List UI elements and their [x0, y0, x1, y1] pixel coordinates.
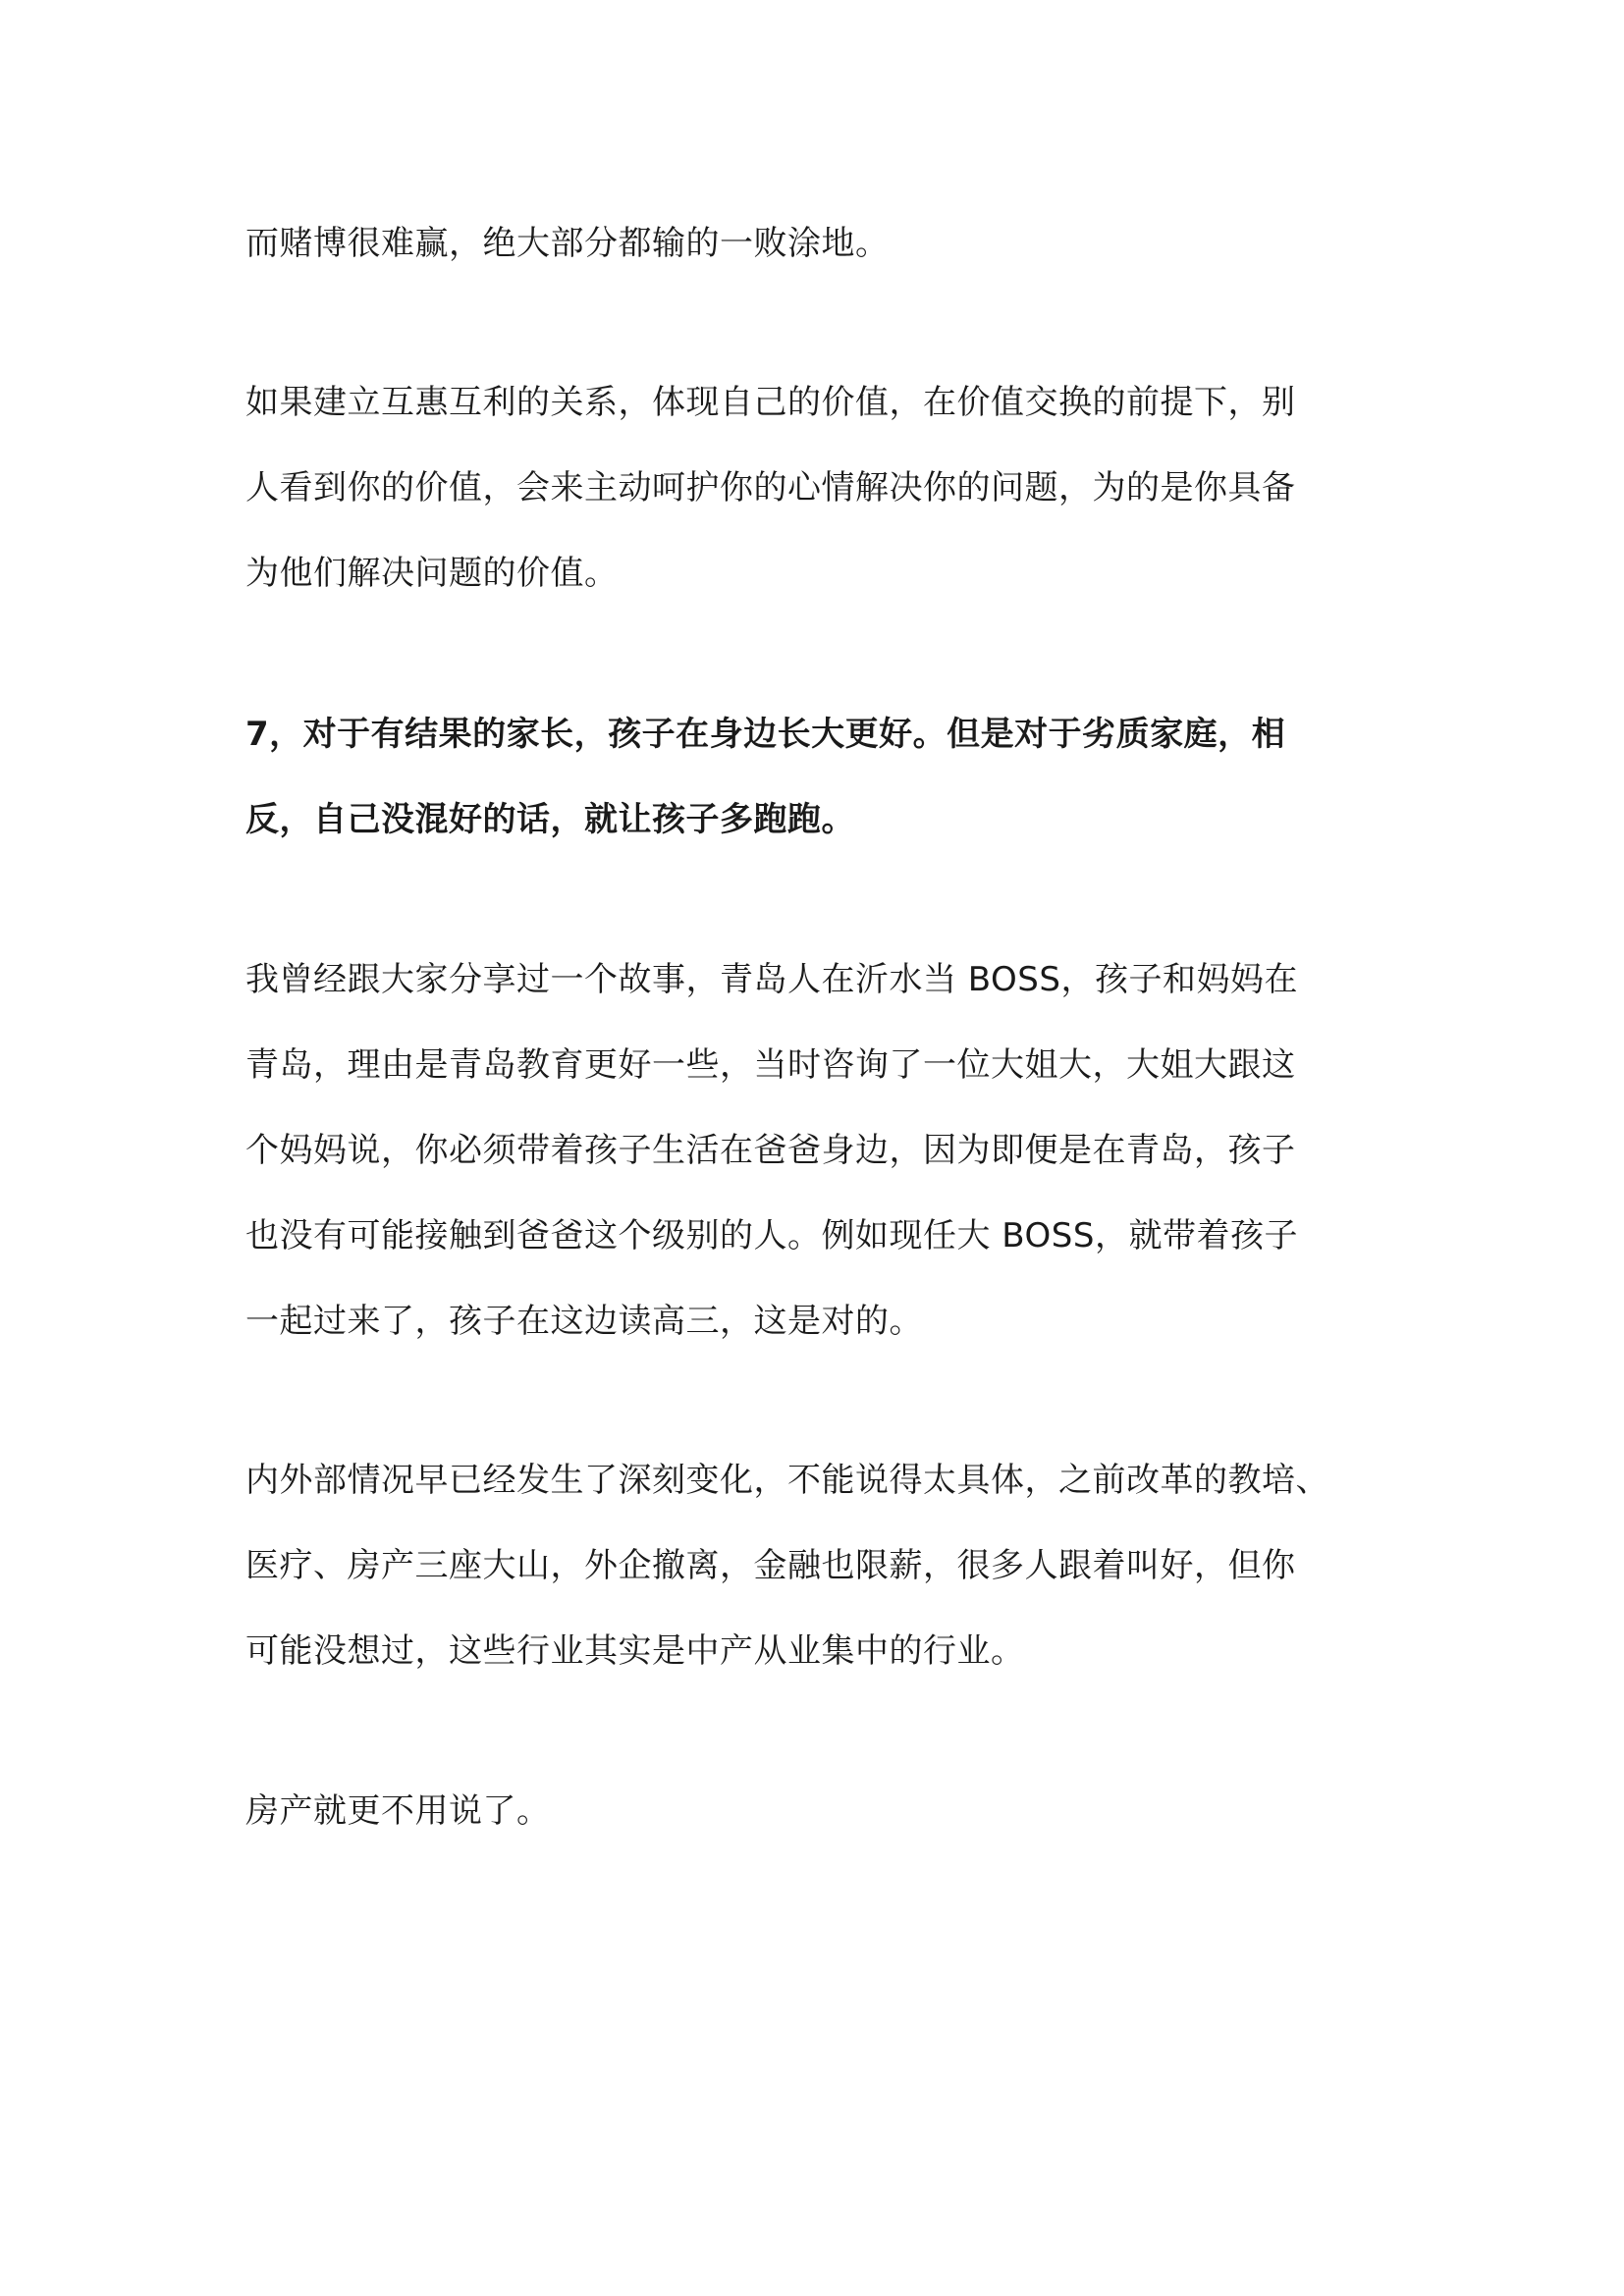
text-line: 为他们解决问题的价值。	[245, 554, 619, 593]
text-line: 人看到你的价值，会来主动呵护你的心情解决你的问题，为的是你具备	[245, 468, 1296, 507]
paragraph-qingdao-story	[245, 937, 1394, 1364]
text-line: 一起过来了，孩子在这边读高三，这是对的。	[245, 1302, 923, 1341]
text-line: 青岛，理由是青岛教育更好一些，当时咨询了一位大姐大，大姐大跟这	[245, 1045, 1296, 1085]
text-line: 房产就更不用说了。	[245, 1791, 551, 1831]
text-line: 内外部情况早已经发生了深刻变化，不能说得太具体，之前改革的教培、	[245, 1461, 1329, 1500]
text-line: 7，对于有结果的家长，孩子在身边长大更好。但是对于劣质家庭，相	[245, 715, 1286, 754]
text-line: 个妈妈说，你必须带着孩子生活在爸爸身边，因为即便是在青岛，孩子	[245, 1131, 1296, 1170]
text-line: 而赌博很难赢，绝大部分都输的一败涂地。	[245, 224, 890, 263]
text-line: 我曾经跟大家分享过一个故事，青岛人在沂水当 BOSS，孩子和妈妈在	[245, 960, 1298, 999]
heading-point-7	[245, 692, 1394, 863]
paragraph-gambling	[245, 201, 1394, 287]
text-line: 反，自己没混好的话，就让孩子多跑跑。	[245, 800, 855, 839]
text-line: 可能没想过，这些行业其实是中产从业集中的行业。	[245, 1631, 1025, 1671]
paragraph-mutual-benefit	[245, 360, 1394, 616]
text-line: 医疗、房产三座大山，外企撤离，金融也限薪，很多人跟着叫好，但你	[245, 1546, 1296, 1585]
text-line: 如果建立互惠互利的关系，体现自己的价值，在价值交换的前提下，别	[245, 383, 1296, 422]
paragraph-real-estate	[245, 1769, 1394, 1854]
paragraph-industry-change	[245, 1438, 1394, 1694]
text-line: 也没有可能接触到爸爸这个级别的人。例如现任大 BOSS，就带着孩子	[245, 1216, 1298, 1255]
